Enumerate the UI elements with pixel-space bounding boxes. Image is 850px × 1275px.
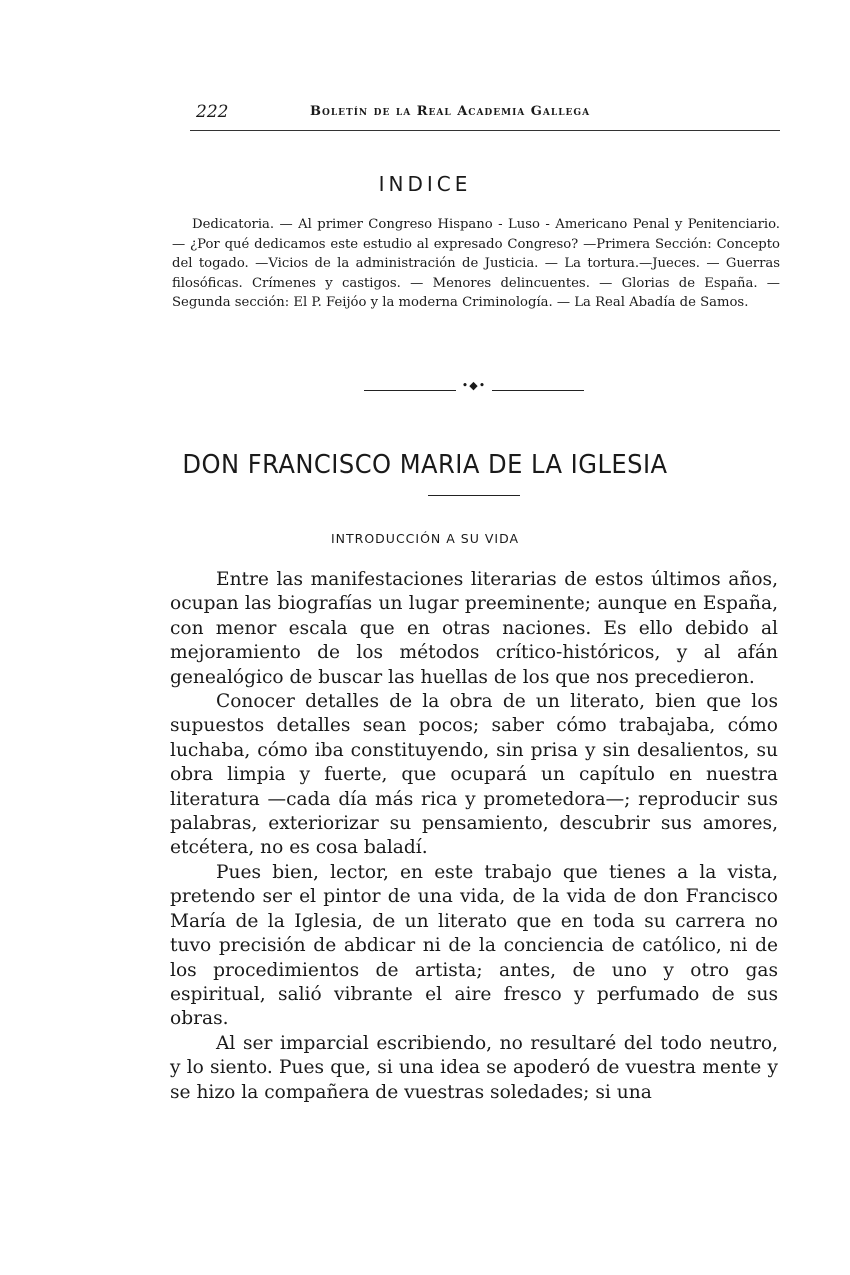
index-title: INDICE xyxy=(378,172,472,196)
title-rule xyxy=(428,495,520,496)
article-body xyxy=(170,568,778,1105)
index-body: Dedicatoria. — Al primer Congreso Hispano - Luso - Americano Penal y Penitenciario. — ¿Por qué dedicamos este estudio al expresado Congreso? —Primera Sección: Concepto del togado. —Vicios de la administración de Justicia. — La tortura.—Jueces. — Guerras filosóficas. Crímenes y castigos. — Menores delincuentes. — Glorias de España. — Segunda sección: El P. Feijóo y la moderna Criminología. — La Real Abadía de Samos. xyxy=(172,217,780,311)
header-rule xyxy=(190,130,780,131)
paragraph: Pues bien, lector, en este trabajo que tienes a la vista, pretendo ser el pintor de una vida, de la vida de don Francisco María de la Iglesia, de un literato que en toda su carrera no tuvo precisión de abdicar ni de la conciencia de católico, ni de los procedimientos de artista; antes, de uno y otro gas espiritual, salió vibrante el aire fresco y perfumado de sus obras. xyxy=(170,861,778,1030)
page-number: 222 xyxy=(196,102,229,122)
article-title: DON FRANCISCO MARIA DE LA IGLESIA xyxy=(182,450,668,480)
article-subtitle: INTRODUCCIÓN A SU VIDA xyxy=(330,531,520,546)
ornament-dots: •◆• xyxy=(461,379,487,392)
running-title: Boletín de la Real Academia Gallega xyxy=(310,104,591,119)
ornament-right-rule xyxy=(492,390,584,391)
ornament-left-rule xyxy=(364,390,456,391)
paragraph: Entre las manifestaciones literarias de estos últimos años, ocupan las biografías un lugar preeminente; aunque en España, con menor escala que en otras naciones. Es ello debido al mejoramiento de los métodos crítico-históricos, y al afán genealógico de buscar las huellas de los que nos precedieron. xyxy=(170,569,778,688)
section-ornament xyxy=(364,379,584,397)
paragraph: Conocer detalles de la obra de un literato, bien que los supuestos detalles sean pocos; saber cómo trabajaba, cómo luchaba, cómo iba constituyendo, sin prisa y sin desalientos, su obra limpia y fuerte, que ocupará un capítulo en nuestra literatura —cada día más rica y prometedora—; reproducir sus palabras, exteriorizar su pensamiento, descubrir sus amores, etcétera, no es cosa baladí. xyxy=(170,691,778,859)
page-header xyxy=(170,100,782,130)
paragraph: Al ser imparcial escribiendo, no resultaré del todo neutro, y lo siento. Pues que, si una idea se apoderó de vuestra mente y se hizo la compañera de vuestras soledades; si una xyxy=(170,1032,778,1103)
